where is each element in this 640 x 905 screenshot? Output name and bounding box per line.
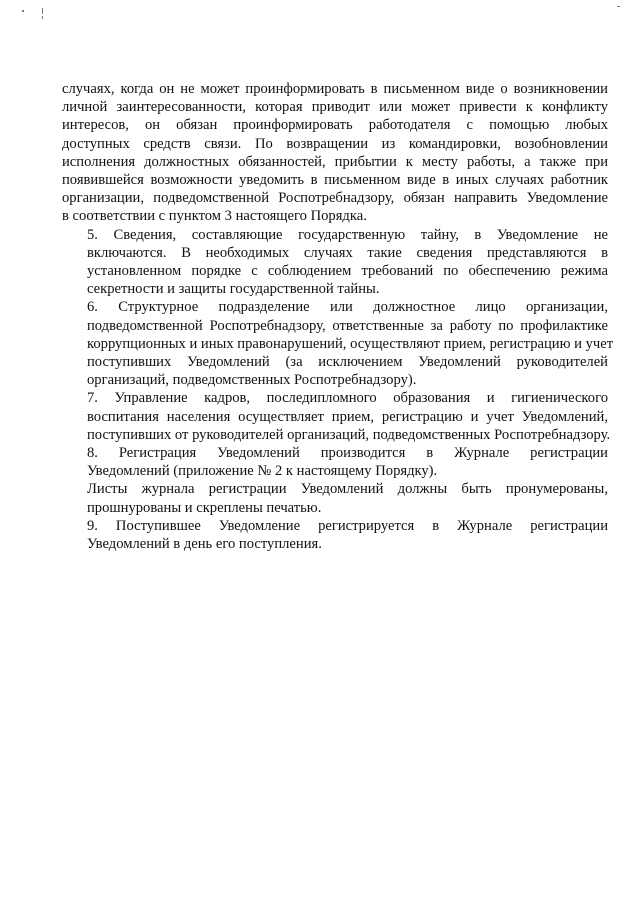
- text-line: личной заинтересованности, которая приводит или может привести к конфликту: [62, 99, 608, 116]
- text-line: интересов, он обязан проинформировать работодателя с помощью любых: [62, 117, 608, 134]
- scan-artifact: [42, 8, 43, 14]
- text-line: прошнурованы и скреплены печатью.: [87, 499, 322, 516]
- text-line: Уведомлений в день его поступления.: [87, 536, 322, 553]
- text-line: 9. Поступившее Уведомление регистрируется в Журнале регистрации: [87, 517, 608, 534]
- text-line: организации, подведомственной Роспотребнадзору, обязан направить Уведомление: [62, 190, 608, 207]
- scan-artifact: [617, 6, 620, 7]
- text-line: Уведомлений (приложение № 2 к настоящему Порядку).: [87, 463, 438, 480]
- text-line: организаций, подведомственных Роспотребнадзору).: [87, 372, 417, 389]
- paragraph: [62, 517, 608, 553]
- text-line: Листы журнала регистрации Уведомлений должны быть пронумерованы,: [87, 481, 608, 498]
- paragraph: [62, 298, 614, 389]
- text-line: 5. Сведения, составляющие государственную тайну, в Уведомление не: [87, 226, 608, 243]
- text-line: случаях, когда он не может проинформировать в письменном виде о возникновении: [62, 81, 608, 97]
- text-line: исполнения должностных обязанностей, прибытии к месту работы, а также при: [62, 153, 608, 170]
- text-line: появившейся возможности уведомить в письменном виде в иных случаях работник: [62, 172, 608, 189]
- text-line: в соответствии с пунктом 3 настоящего Порядка.: [62, 208, 367, 225]
- scan-artifact: [42, 16, 43, 19]
- paragraph: [62, 444, 608, 480]
- paragraph: [62, 480, 608, 516]
- paragraph: [62, 80, 608, 226]
- text-line: установленном порядке с соблюдением требований по обеспечению режима: [87, 263, 608, 280]
- scan-artifact: [22, 10, 24, 12]
- text-line: 7. Управление кадров, последипломного образования и гигиенического: [87, 390, 608, 407]
- text-line: поступивших от руководителей организаций, подведомственных Роспотребнадзору.: [87, 426, 611, 443]
- paragraph: [62, 226, 608, 299]
- paragraph: [62, 389, 611, 444]
- text-line: подведомственной Роспотребнадзору, ответственные за работу по профилактике: [87, 317, 608, 334]
- text-line: секретности и защиты государственной тайны.: [87, 281, 380, 298]
- document-body: [62, 80, 614, 553]
- text-line: поступивших Уведомлений (за исключением Уведомлений руководителей: [87, 354, 608, 371]
- text-line: 6. Структурное подразделение или должностное лицо организации,: [87, 299, 608, 316]
- text-line: воспитания населения осуществляет прием, регистрацию и учет Уведомлений,: [87, 408, 608, 425]
- text-line: коррупционных и иных правонарушений, осуществляют прием, регистрацию и учет: [87, 335, 614, 352]
- text-line: включаются. В необходимых случаях такие сведения представляются в: [87, 244, 608, 261]
- text-line: доступных средств связи. По возвращении из командировки, возобновлении: [62, 135, 608, 152]
- text-line: 8. Регистрация Уведомлений производится в Журнале регистрации: [87, 445, 608, 462]
